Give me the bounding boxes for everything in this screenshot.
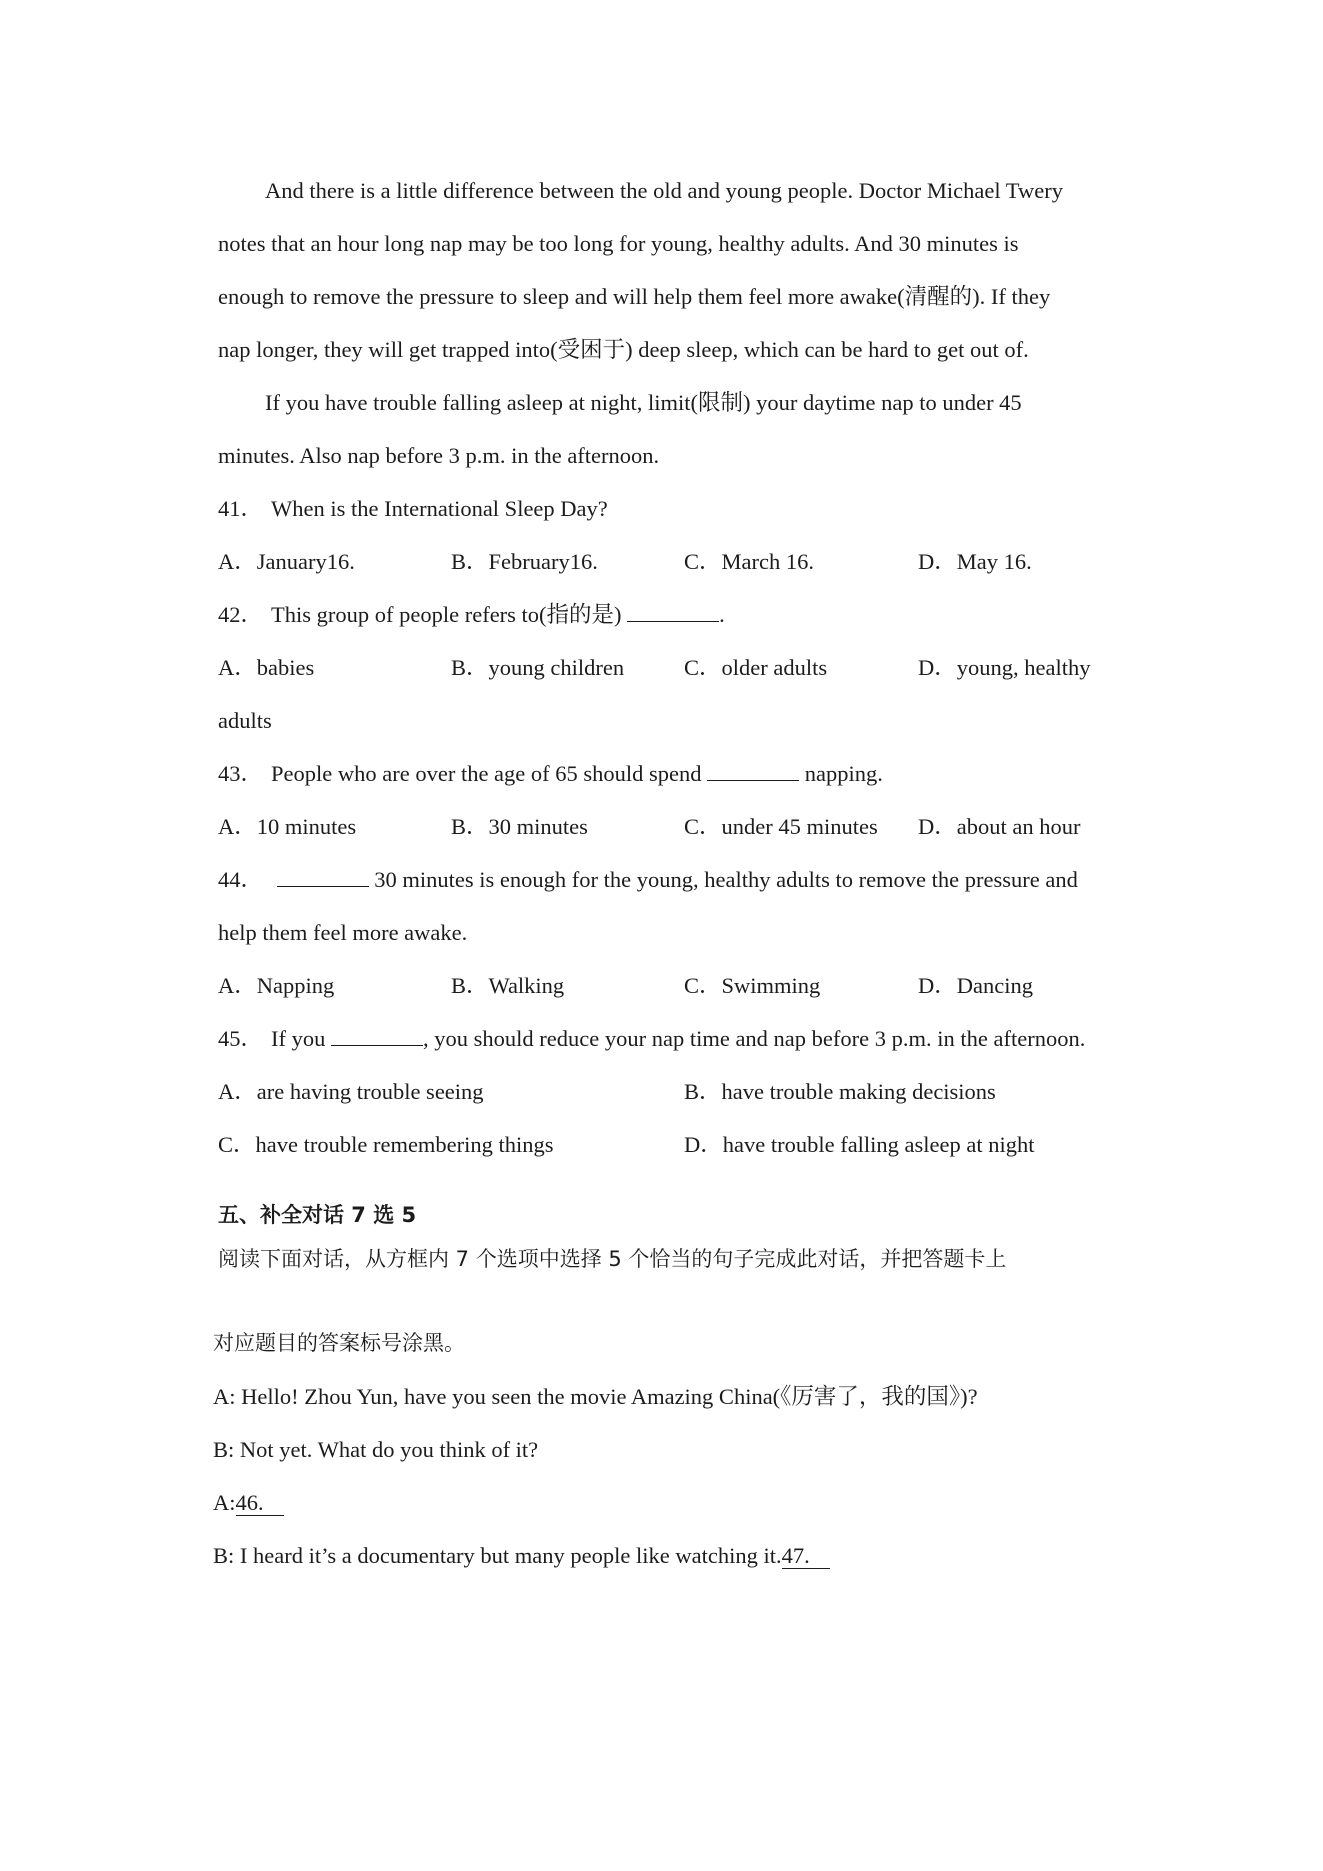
speaker-label: A: xyxy=(213,1490,236,1515)
option-41-c[interactable]: C．March 16. xyxy=(684,549,814,574)
answer-blank xyxy=(277,868,369,887)
question-number: 43． xyxy=(218,761,264,786)
section-title: 五、补全对话 7 选 5 xyxy=(218,1203,417,1227)
dialogue-line-b2 xyxy=(213,1541,830,1571)
question-number: 44． xyxy=(218,867,264,892)
section-instructions-cont: 对应题目的答案标号涂黑。 xyxy=(213,1331,465,1355)
option-42-d-wrap: adults xyxy=(218,708,272,733)
option-43-c[interactable]: C．under 45 minutes xyxy=(684,814,878,839)
option-44-b[interactable]: B．Walking xyxy=(451,973,565,998)
passage-line: nap longer, they will get trapped into(受困于) deep sleep, which can be hard to get out of. xyxy=(218,337,1029,362)
option-42-a[interactable]: A．babies xyxy=(218,655,315,680)
dialogue-line-a2 xyxy=(213,1488,284,1518)
question-stem-end: napping. xyxy=(804,761,883,786)
option-44-d[interactable]: D．Dancing xyxy=(918,973,1033,998)
question-44-line-2: help them feel more awake. xyxy=(218,920,468,945)
option-44-c[interactable]: C．Swimming xyxy=(684,973,821,998)
question-stem: 30 minutes is enough for the young, healthy adults to remove the pressure and xyxy=(374,867,1078,892)
question-42 xyxy=(218,600,725,630)
section-instructions: 阅读下面对话，从方框内 7 个选项中选择 5 个恰当的句子完成此对话，并把答题卡上 xyxy=(218,1247,1007,1271)
question-number: 45． xyxy=(218,1026,264,1051)
option-42-c[interactable]: C．older adults xyxy=(684,655,828,680)
option-43-b[interactable]: B．30 minutes xyxy=(451,814,588,839)
option-45-a[interactable]: A．are having trouble seeing xyxy=(218,1079,484,1104)
dialogue-text: B: I heard it’s a documentary but many people like watching it. xyxy=(213,1543,782,1568)
option-44-a[interactable]: A．Napping xyxy=(218,973,335,998)
dialogue-line-b1: B: Not yet. What do you think of it? xyxy=(213,1437,539,1462)
answer-blank-46[interactable]: 46. xyxy=(236,1490,284,1516)
question-44 xyxy=(218,865,1078,895)
option-45-d[interactable]: D．have trouble falling asleep at night xyxy=(684,1132,1035,1157)
question-stem-end: , you should reduce your nap time and nap before 3 p.m. in the afternoon. xyxy=(423,1026,1086,1051)
question-stem: This group of people refers to(指的是) xyxy=(271,602,622,627)
question-number: 42． xyxy=(218,602,264,627)
passage-line: minutes. Also nap before 3 p.m. in the afternoon. xyxy=(218,443,660,468)
option-42-d[interactable]: D．young, healthy xyxy=(918,655,1091,680)
passage-line: notes that an hour long nap may be too long for young, healthy adults. And 30 minutes is xyxy=(218,231,1019,256)
passage-line: enough to remove the pressure to sleep and will help them feel more awake(清醒的). If they xyxy=(218,284,1051,309)
question-stem-end: . xyxy=(719,602,725,627)
question-45 xyxy=(218,1024,1085,1054)
answer-blank xyxy=(707,762,799,781)
question-stem: When is the International Sleep Day? xyxy=(271,496,608,521)
question-stem: People who are over the age of 65 should spend xyxy=(271,761,702,786)
option-43-d[interactable]: D．about an hour xyxy=(918,814,1081,839)
answer-blank xyxy=(331,1027,423,1046)
dialogue-line-a1: A: Hello! Zhou Yun, have you seen the movie Amazing China(《厉害了，我的国》)? xyxy=(213,1384,978,1409)
option-42-b[interactable]: B．young children xyxy=(451,655,625,680)
answer-blank-47[interactable]: 47. xyxy=(782,1543,830,1569)
answer-blank xyxy=(627,603,719,622)
option-45-b[interactable]: B．have trouble making decisions xyxy=(684,1079,996,1104)
option-41-a[interactable]: A．January16. xyxy=(218,549,355,574)
passage-line: And there is a little difference between the old and young people. Doctor Michael Twery xyxy=(265,178,1063,203)
question-41 xyxy=(218,494,608,524)
question-stem: If you xyxy=(271,1026,326,1051)
question-number: 41． xyxy=(218,496,264,521)
passage-line: If you have trouble falling asleep at night, limit(限制) your daytime nap to under 45 xyxy=(265,390,1022,415)
question-43 xyxy=(218,759,883,789)
option-41-d[interactable]: D．May 16. xyxy=(918,549,1032,574)
option-45-c[interactable]: C．have trouble remembering things xyxy=(218,1132,554,1157)
option-43-a[interactable]: A．10 minutes xyxy=(218,814,357,839)
option-41-b[interactable]: B．February16. xyxy=(451,549,598,574)
